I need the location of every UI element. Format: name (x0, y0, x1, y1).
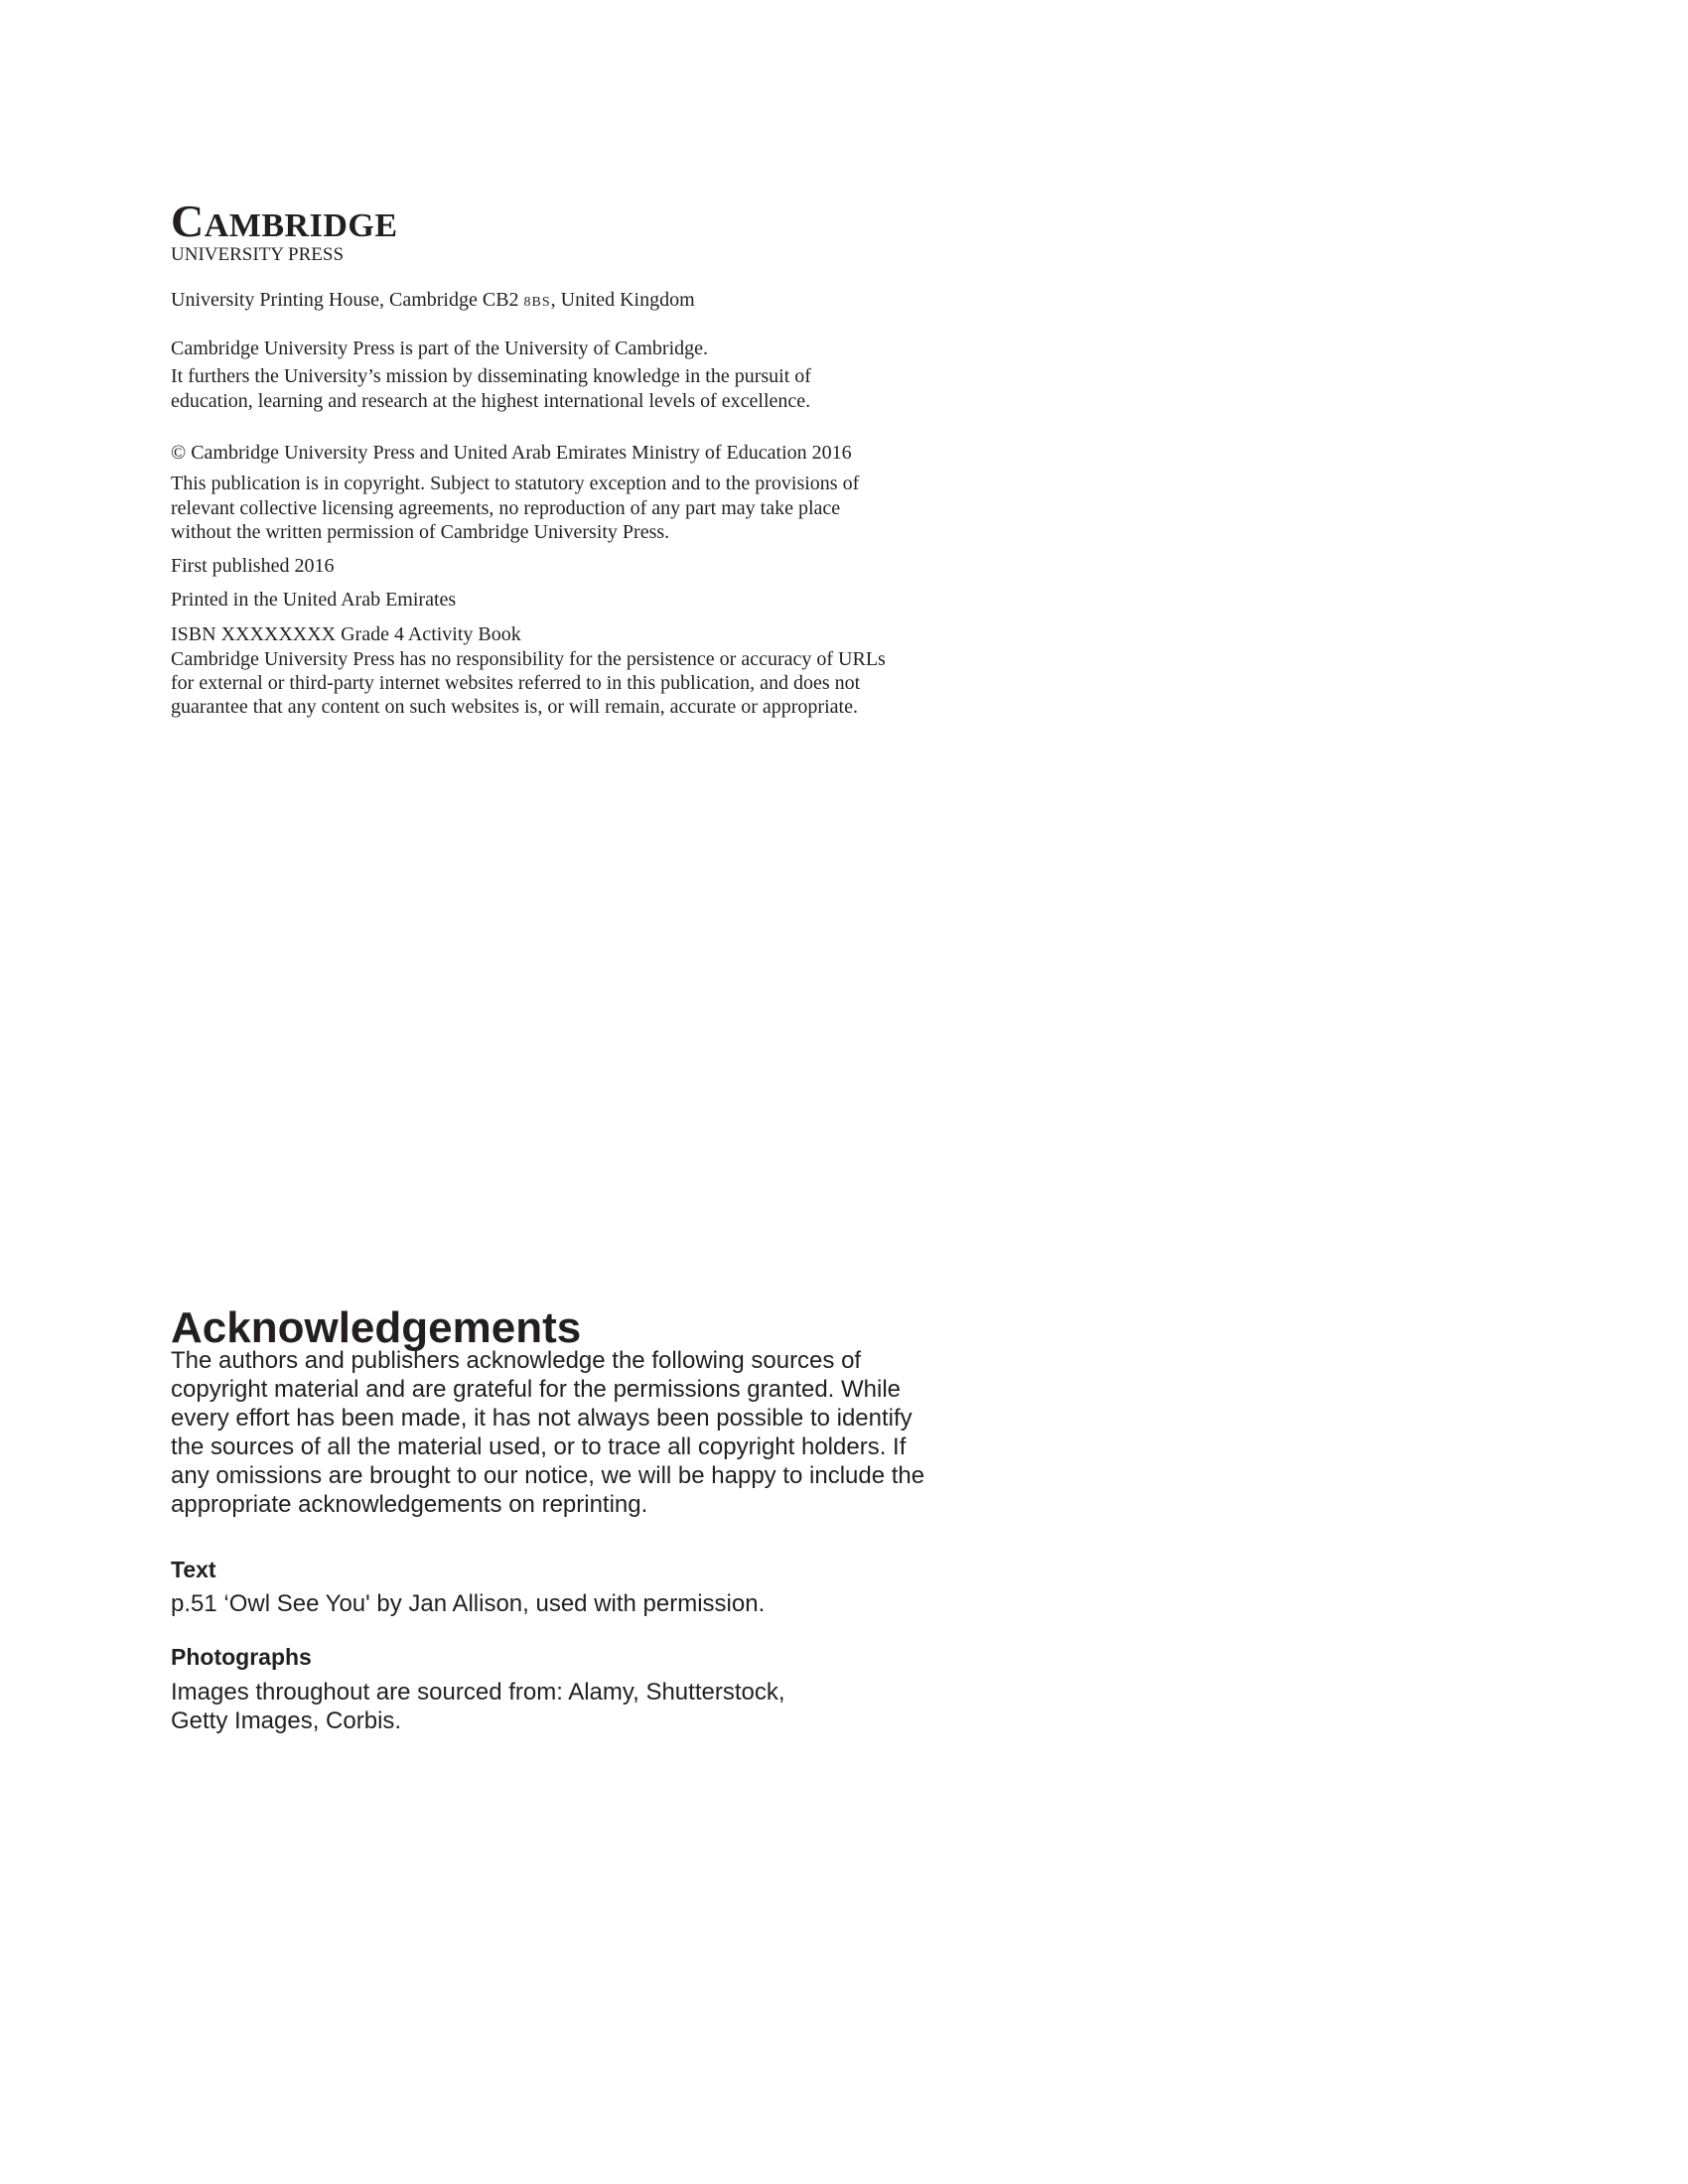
printed-in: Printed in the United Arab Emirates (171, 589, 457, 611)
logo-initial: C (171, 196, 205, 246)
disclaimer-line-1: Cambridge University Press has no responsibility for the persistence or accuracy of URLs (171, 648, 886, 670)
ack-intro-line-1: The authors and publishers acknowledge the following sources of (171, 1347, 862, 1374)
copyright-notice-line-3: without the written permission of Cambridge University Press. (171, 521, 670, 543)
ack-intro-line-4: the sources of all the material used, or to trace all copyright holders. If (171, 1433, 907, 1460)
disclaimer-line-2: for external or third-party internet websites referred to in this publication, and does not (171, 672, 861, 694)
publisher-address (171, 288, 695, 315)
logo-name-rest: AMBRIDGE (204, 207, 398, 244)
text-credit: p.51 ‘Owl See You' by Jan Allison, used with permission. (171, 1590, 766, 1617)
photographs-heading: Photographs (171, 1644, 312, 1670)
address-text: University Printing House, Cambridge CB2 (171, 289, 524, 311)
text-heading: Text (171, 1557, 216, 1582)
copyright-line: © Cambridge University Press and United Arab Emirates Ministry of Education 2016 (171, 442, 852, 464)
mission-line-3: education, learning and research at the highest international levels of excellence. (171, 390, 811, 412)
first-published: First published 2016 (171, 555, 335, 577)
mission-line-2: It furthers the University’s mission by disseminating knowledge in the pursuit of (171, 365, 811, 387)
photographs-credit-line-1: Images throughout are sourced from: Alamy, Shutterstock, (171, 1679, 785, 1706)
publisher-logo (171, 197, 398, 251)
mission-line-1: Cambridge University Press is part of the University of Cambridge. (171, 338, 709, 359)
isbn-line: ISBN XXXXXXXX Grade 4 Activity Book (171, 623, 521, 645)
copyright-notice-line-2: relevant collective licensing agreements, no reproduction of any part may take place (171, 497, 841, 519)
ack-intro-line-5: any omissions are brought to our notice, we will be happy to include the (171, 1462, 925, 1489)
logo-subtitle: UNIVERSITY PRESS (171, 244, 345, 265)
address-country: , United Kingdom (550, 289, 695, 311)
acknowledgements-heading: Acknowledgements (171, 1303, 582, 1352)
address-postcode: 8BS (523, 295, 551, 310)
ack-intro-line-3: every effort has been made, it has not always been possible to identify (171, 1405, 913, 1432)
copyright-notice-line-1: This publication is in copyright. Subject to statutory exception and to the provisions of (171, 473, 860, 494)
ack-intro-line-2: copyright material and are grateful for the permissions granted. While (171, 1376, 902, 1403)
disclaimer-line-3: guarantee that any content on such websites is, or will remain, accurate or appropriate. (171, 696, 858, 718)
photographs-credit-line-2: Getty Images, Corbis. (171, 1707, 402, 1734)
ack-intro-line-6: appropriate acknowledgements on reprinting. (171, 1491, 648, 1518)
